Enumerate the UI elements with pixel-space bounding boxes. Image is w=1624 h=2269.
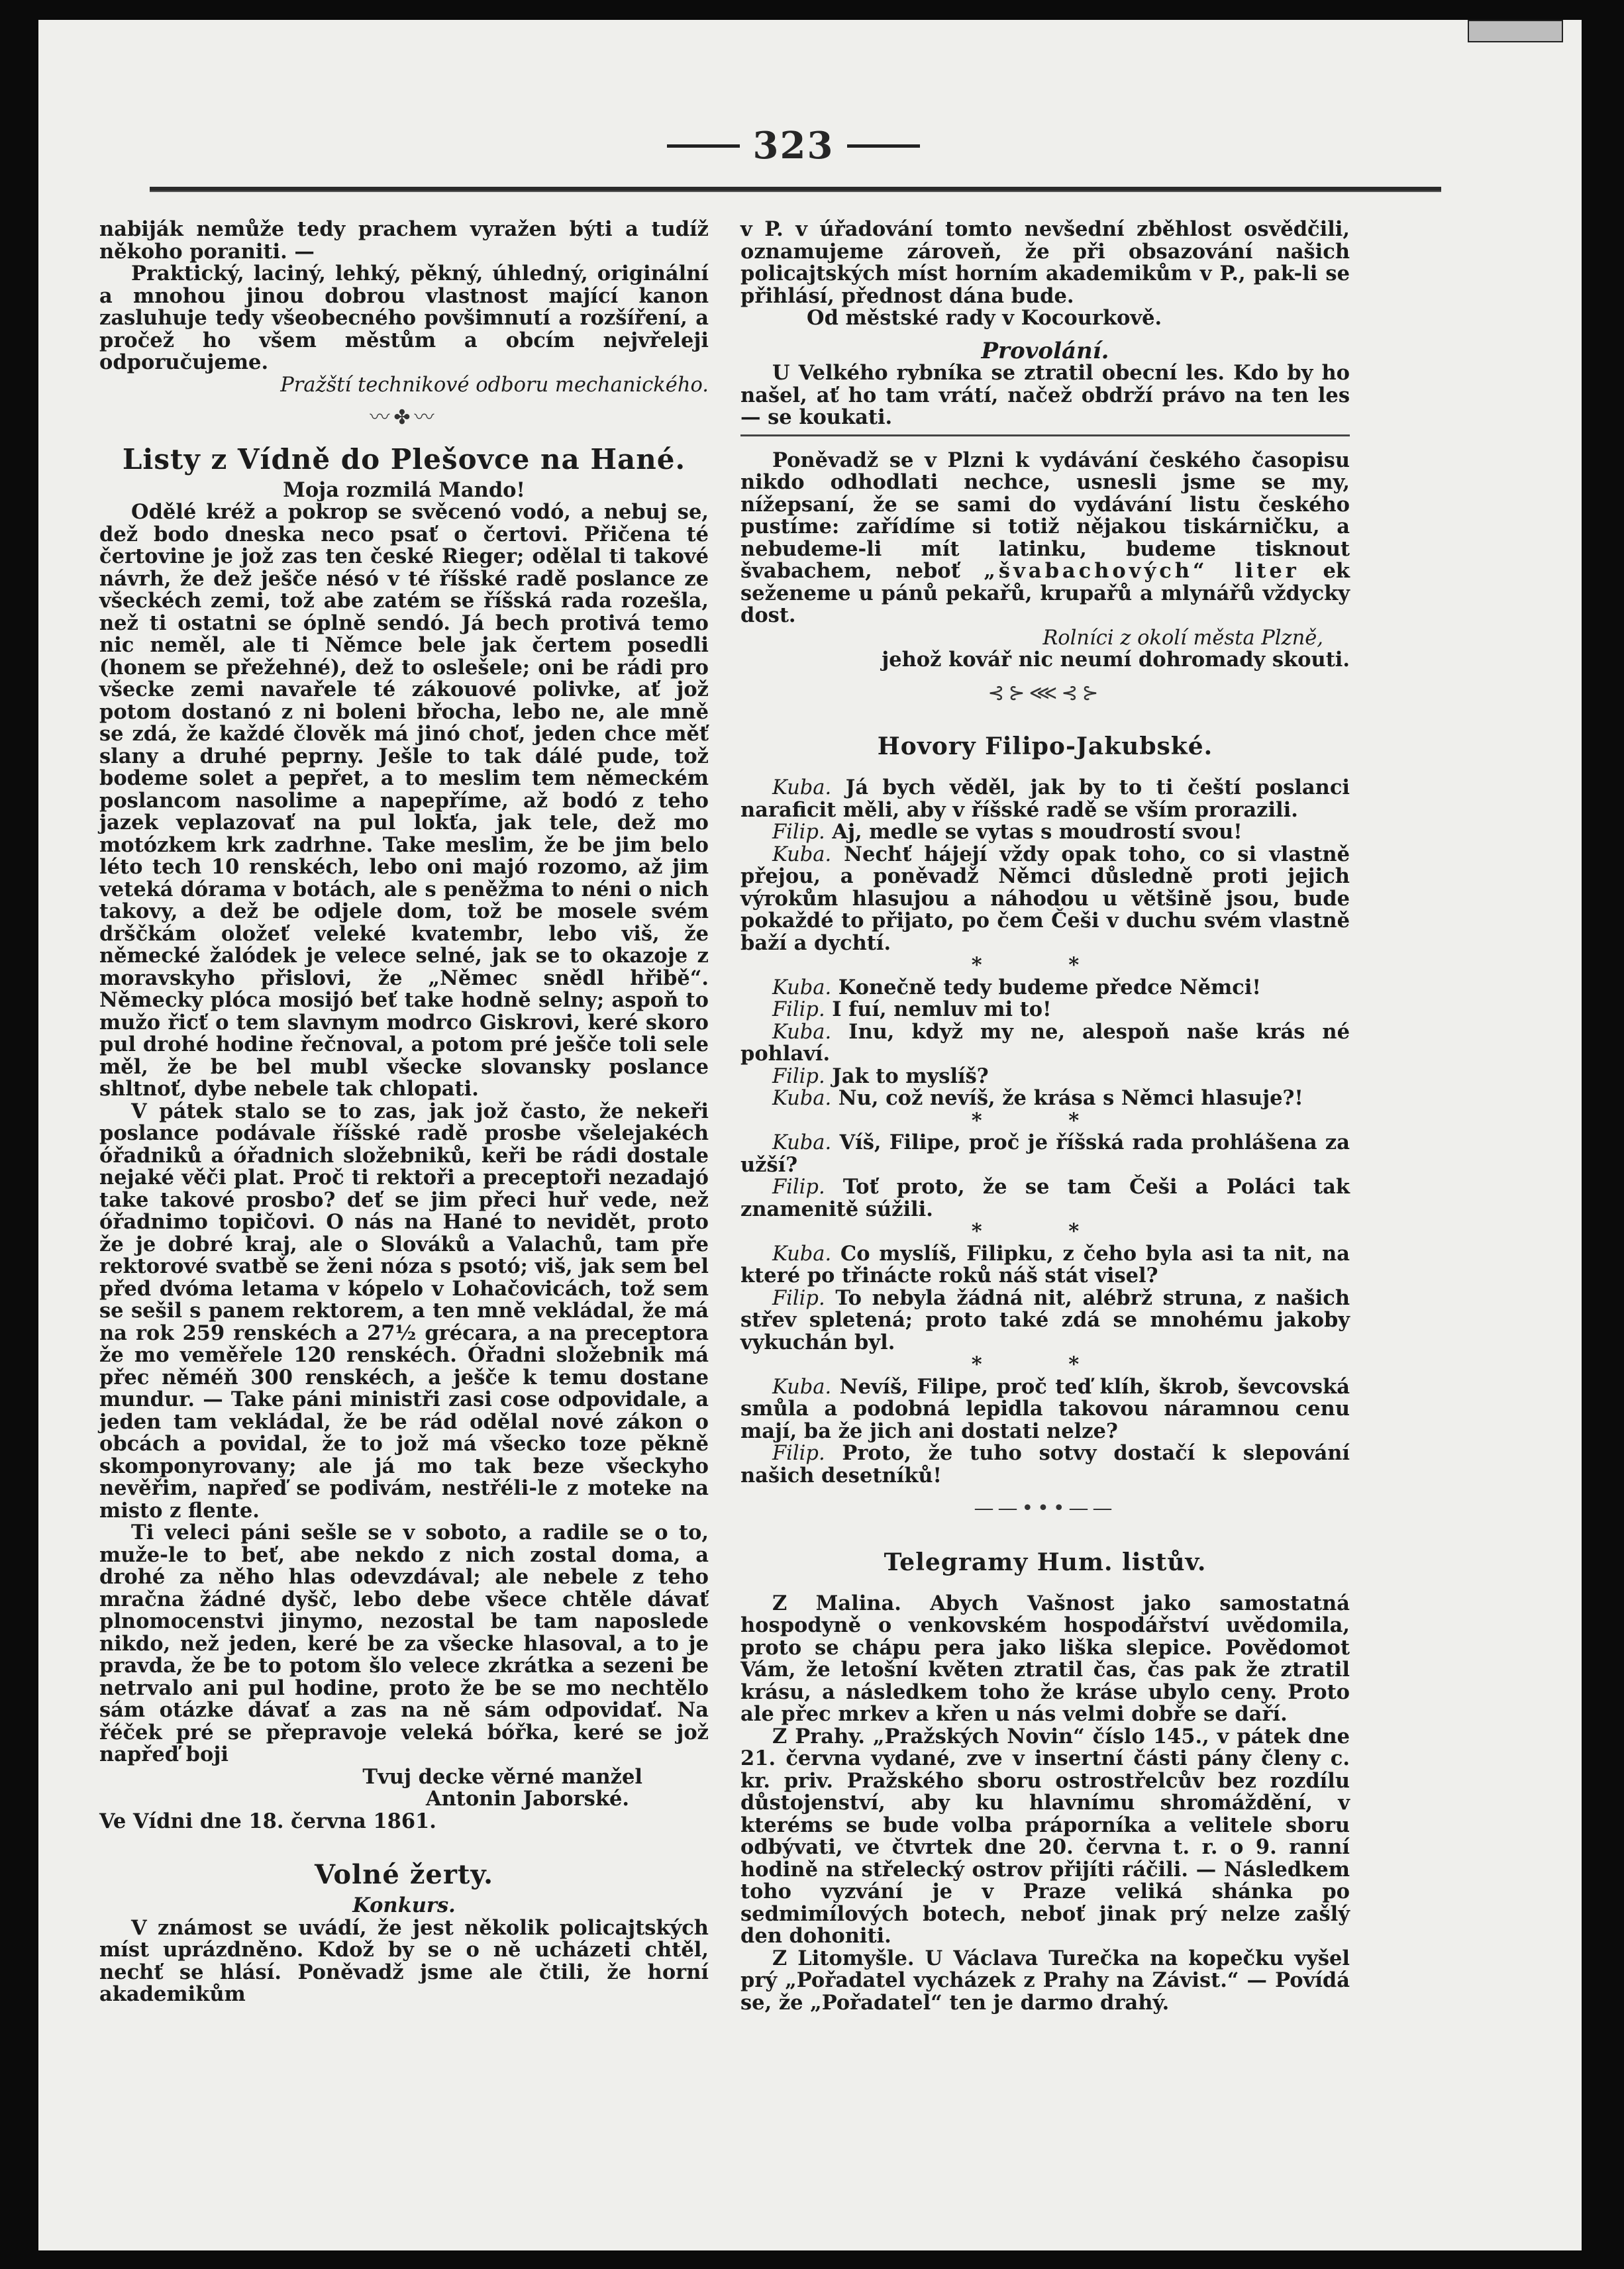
- page-header: [634, 123, 952, 169]
- plzen-text-end: ek seženeme u pánů pekařů, krupařů a mlynářů vždycky dost.: [740, 559, 1350, 627]
- letter-paragraph: Ti veleci páni sešle se v soboto, a radile se o to, muže-le to beť, abe nekdo z nich zostal doma, a drohé za něho hlas odevzdával; ale nebele z teho mračna žádné dyšč, lebo debe všece chtěle dávať plnomocenstvi jinymo, nezostal be tam naposlede nikdo, než jeden, keré be za všecke hlasoval, a to je pravda, že be to potom šlo velece zkrátka a sezeni be netrvalo ani pul hodine, proto že be se mo nechtělo sám otázke dávať a zas na ně sám odpovidať. Na řéček pré se přepravoje veleká bóřka, keré se jož napřeď boji: [99, 1521, 709, 1766]
- newspaper-page: [38, 20, 1582, 2250]
- dialog-line: Kuba. Nevíš, Filipe, proč teď klíh, škrob, ševcovská smůla a podobná lepidla takovou náramnou cenu mají, ba že jich ani dostati nelze?: [740, 1374, 1350, 1443]
- letter-paragraph: Odělé kréž a pokrop se svěcenó vodó, a nebuj se, dež bodo dneska neco psať o čertovi. Přičena té čertovine je jož zas ten české Rieger; odělal ti takové návrh, že dež ješče nésó v té říšské radě poslance ze všeckéch zemi, tož abe zatém se říšská rada rozešla, než ti ostatni se óplně sendó. Já bech protivá temo nic neměl, ale ti Němce bele jak čertem posedli (honem se přežehné), dež to oslešele; oni be rádi pro všecke zemi navařele té zákouové polivke, ať jož potom dostanó z ni boleni břocha, lebo ne, ale mně se zdá, že každé člověk má jinó choť, jeden chce měť slany a druhé peprny. Ješle to tak dálé pude, tož bodeme solet a pepřet, a to meslim tem německém poslancom nasolime a napepříme, až bodó z teho jazek veplazovať na pul lokťa, jak tele, dež mo motózkem krk zadrhne. Take meslim, že be jim belo léto tech 10 renskéch, lebo oni majó rozomo, až jim veteká dórama v botách, ale s peněžma to néni o nich takovy, a dež be odjele dom, tož be mosele svém drščkám oložeť veleké kvatembr, lebo viš, že německé žalódek je velece selné, jak se to okazoje z moravskyho přislovi, že „Němec snědl hřibě“. Německy plóca mosijó beť take hodně selny; aspoň to mužo řicť o tem slavnym modrco Giskrovi, keré skoro pul drohé hodine řečnoval, a potom pré ješče toli sele měl, že be bel mubl všecke slovansky poslance shltnoť, dybe nebele tak chlopati.: [99, 500, 709, 1101]
- telegram-litomysl: Z Litomyšle. U Václava Turečka na kopečku vyšel prý „Pořadatel vycházek z Prahy na Závist.“ — Povídá se, že „Pořadatel“ ten je darmo drahý.: [740, 1946, 1350, 2015]
- dialog-line: Filip. I fuí, nemluv mi to!: [772, 997, 1052, 1021]
- article-continuation: nabiják nemůže tedy prachem vyražen býti a tudíž někoho poraniti. —: [99, 217, 709, 264]
- dialog-line: Kuba. Já bych věděl, jak by to ti čeští poslanci naraficit měli, aby v říšské radě se vším prorazili.: [740, 776, 1350, 822]
- plzen-paragraph: [740, 450, 1350, 627]
- page-number: 323: [752, 124, 835, 168]
- dialog-line: Kuba. Co myslíš, Filipku, z čeho byla asi ta nit, na které po třinácte roků náš stát visel?: [740, 1241, 1350, 1287]
- stars-divider: * *: [971, 1219, 1119, 1243]
- letter-salutation: Moja rozmilá Mando!: [283, 478, 525, 502]
- dialog-line: Kuba. Nechť hájejí vždy opak toho, co si vlastně přejou, a poněvadž Němci důsledně proti jejich výrokům hlasujou a náhodou u většině jsou, bude pokaždé to přijato, po čem Češi v duchu svém vlastně baží a dychtí.: [740, 842, 1350, 955]
- top-rule: [150, 187, 1441, 192]
- ornament-divider: ——•••——: [974, 1497, 1117, 1520]
- letter-author: Antonin Jaborské.: [425, 1787, 629, 1811]
- heading-listy-z-vidne: Listy z Vídně do Plešovce na Hané.: [122, 442, 686, 476]
- dialog-line: Kuba. Inu, když my ne, alespoň naše krás né pohlaví.: [740, 1019, 1350, 1066]
- signature-mestska-rada: Od městské rady v Kocourkově.: [807, 306, 1162, 330]
- heading-provolani: Provolání.: [981, 337, 1109, 364]
- plzen-text: Poněvadž se v Plzni k vydávání českého časopisu nikdo odhodlati nechce, usnesli jsme se my, nížepsaní, že se sami do vydávání listu českého pustíme: zařídíme si totiž nějakou tiskárničku, a nebudeme-li mít latinku, budeme tisknout švabachem, neboť: [740, 448, 1350, 583]
- section-rule: [740, 434, 1350, 436]
- plzen-spaced: „švabachových“ liter: [984, 559, 1299, 583]
- dialog-line: Kuba. Nu, což nevíš, že krása s Němci hlasuje?!: [772, 1086, 1303, 1110]
- letter-dateline: Ve Vídni dne 18. června 1861.: [99, 1809, 436, 1833]
- dialog-line: Filip. Aj, medle se vytas s moudrostí svou!: [772, 820, 1243, 844]
- heading-volne-zerty: Volné žerty.: [315, 1859, 493, 1890]
- stars-divider: * *: [971, 1108, 1119, 1133]
- cannon-paragraph: Praktický, laciný, lehký, pěkný, úhledný, originální a mnohou jinou dobrou vlastnost mající kanon zasluhuje tedy všeobecného povšimnutí a rozšíření, a pročež ho všem městům a obcím nejvřeleji odporučujeme.: [99, 262, 709, 374]
- dialog-line: Kuba. Konečně tedy budeme předce Němci!: [772, 975, 1261, 999]
- dialog-line: Filip. Toť proto, že se tam Češi a Poláci tak znamenitě súžili.: [740, 1175, 1350, 1221]
- subheading-konkurs: Konkurs.: [352, 1893, 456, 1917]
- dialog-line: Filip. Proto, že tuho sotvy dostačí k slepování našich desetníků!: [740, 1441, 1350, 1487]
- konkurs-continuation: v P. v úřadování tomto nevšední zběhlost osvědčili, oznamujeme zároveň, že při obsazování našich policajtských míst horním akademikům v P., pak-li se přihlásí, přednost dána bude.: [740, 217, 1350, 308]
- provolani-paragraph: U Velkého rybníka se ztratil obecní les. Kdo by ho našel, ať ho tam vrátí, načež obdrží právo na ten les — se koukati.: [740, 361, 1350, 429]
- telegram-malina: Z Malina. Abych Vašnost jako samostatná hospodyně o venkovském hospodářství uvědomila, proto se chápu pera jako liška slepice. Povědomot Vám, že letošní květen ztratil čas, čas pak že ztratil krásu, a následkem toho že kráse ubylo ceny. Proto ale přec mrkev a křen u nás velmi dobře se daří.: [740, 1591, 1350, 1726]
- right-column: [740, 219, 1350, 2014]
- ornament-divider: ⊰⊱⋘⊰⊱: [988, 681, 1103, 705]
- dialog-line: Filip. Jak to myslíš?: [772, 1064, 989, 1088]
- letter-paragraph: V pátek stalo se to zas, jak jož často, že nekeři poslance podávale říšské radě prosbe všelejakéch óřadniků a óřadnich složebniků, keři be rádi dostale nejaké věči plat. Proč ti rektoři a preceptoři nezadajó take takové prosbo? deť se jim přeci huř vede, než óřadnimo topičovi. O nás na Hané to nevidět, proto že je dobré kraj, ale o Slováků a Valachů, tam pře rektorové svatbě se ženi nóza s psotó; viš, jak sem bel před dvóma letama v kópelo v Lohačovicách, tož sem se sešil s panem rektorem, a ten mně vekládal, že má na rok 259 renskéch a 27½ grécara, a na preceptora že mo veměřele 120 renskéch. Óřadni složebnik má přec něméň 300 renskéch, a ješče k temu dostane mundur. — Take páni ministři zasi cose odpovidale, a jeden tam vekládal, že be rád odělal nové zákon o obcách a povidal, že to jož má všecko toze pěkně skomponyrovany; ale já mo tak beze všeckyho nevěřim, napřeď se podivám, nestřéli-le z moteke na misto z flente.: [99, 1099, 709, 1523]
- signature-technikove: Pražští technikové odboru mechanického.: [280, 373, 709, 397]
- letter-closing: Tvuj decke věrné manžel: [362, 1764, 642, 1789]
- dialog-line: Kuba. Víš, Filipe, proč je říšská rada prohlášena za užší?: [740, 1131, 1350, 1177]
- header-dash-right: [847, 144, 920, 148]
- signature-kovar: jehož kovář nic neumí dohromady skouti.: [882, 648, 1350, 672]
- konkurs-paragraph: V známost se uvádí, že jest několik policajtských míst uprázdněno. Kdož by se o ně ucházeti chtěl, nechť se hlásí. Poněvadž jsme ale čtili, že horní akademikům: [99, 1915, 709, 2006]
- heading-hovory: Hovory Filipo-Jakubské.: [877, 732, 1213, 760]
- header-dash-left: [667, 144, 740, 148]
- ornament-divider: 〰✤〰: [370, 406, 438, 429]
- telegram-prahy: Z Prahy. „Pražských Novin“ číslo 145., v pátek dne 21. června vydané, zve v insertní části pány členy c. kr. priv. Pražského sboru ostrostřelcův bez rozdílu důstojenství, aby ku hlavnímu shromáždění, v kteréms se bude volba práporníka a velitele sboru odbývati, ve čtvrtek dne 20. června t. r. o 9. ranní hodině na střelecký ostrov přijíti ráčili. — Následkem toho vyzvání je v Praze veliká shánka po sedmimílových botech, neboť jinak prý nelze zašlý den dohoniti.: [740, 1724, 1350, 1948]
- dialog-line: Filip. To nebyla žádná nit, alébrž struna, z našich střev spletená; proto také zdá se mnohému jakoby vykuchán byl.: [740, 1286, 1350, 1354]
- stars-divider: * *: [971, 953, 1119, 977]
- corner-tab: [1468, 20, 1563, 42]
- left-column: [99, 219, 709, 2006]
- heading-telegramy: Telegramy Hum. listův.: [884, 1548, 1207, 1576]
- signature-rolnici: Rolníci z okolí města Plzně,: [1042, 626, 1323, 650]
- stars-divider: * *: [971, 1352, 1119, 1376]
